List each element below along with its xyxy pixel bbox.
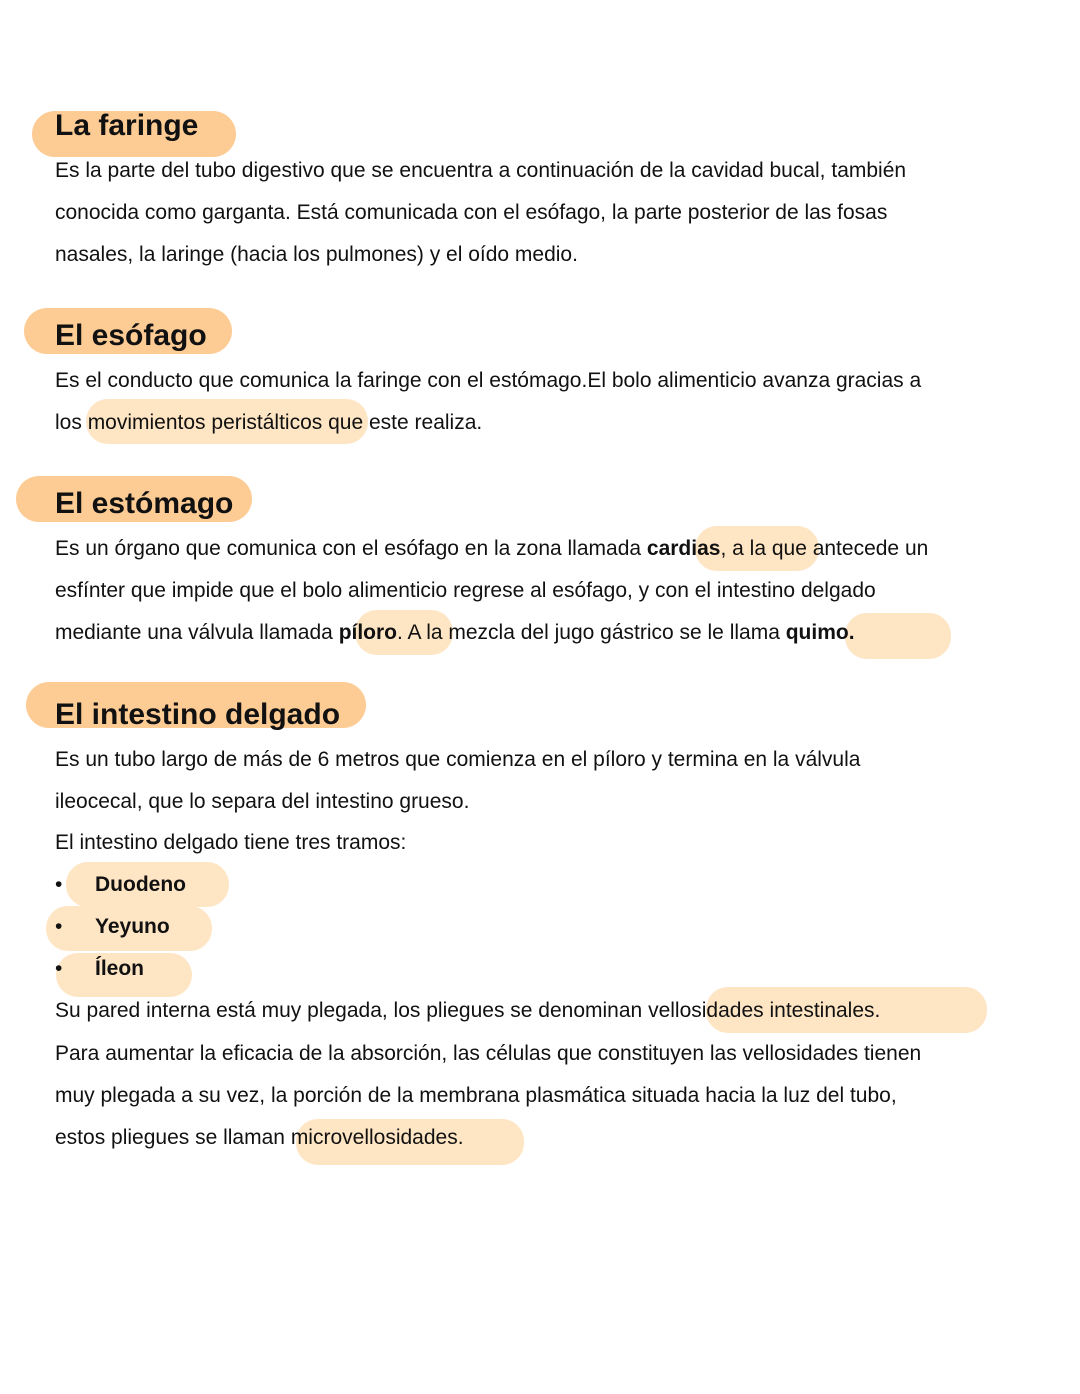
text-run: . A la mezcla del jugo gástrico se le llama xyxy=(397,621,786,644)
highlighted-term-microvellosidades: microvellosidades. xyxy=(290,1126,464,1149)
bold-term-piloro: píloro xyxy=(338,621,398,644)
bullet-label: Yeyuno xyxy=(95,915,170,938)
paragraph-line: conocida como garganta. Está comunicada con el esófago, la parte posterior de las fosas xyxy=(55,201,888,224)
bold-term-quimo: quimo. xyxy=(785,621,855,644)
highlighted-term-movimientos-peristalticos: movimientos peristálticos xyxy=(87,411,323,434)
paragraph-line: Es la parte del tubo digestivo que se encuentra a continuación de la cavidad bucal, también xyxy=(55,159,907,182)
paragraph-line xyxy=(55,619,855,647)
section-title-estomago: El estómago xyxy=(55,487,234,520)
bullet-icon: • xyxy=(55,873,63,896)
text-run: , a la que antecede un xyxy=(720,537,929,560)
text-run: Es un órgano que comunica con el esófago en la zona llamada xyxy=(55,537,647,560)
text-run: Su pared interna está muy plegada, los pliegues se denominan xyxy=(55,999,649,1022)
bullet-icon: • xyxy=(55,957,63,980)
bold-term-cardias: cardias xyxy=(646,537,721,560)
section-title-esofago: El esófago xyxy=(55,319,207,352)
bullet-label: Íleon xyxy=(95,957,145,980)
paragraph-line: El intestino delgado tiene tres tramos: xyxy=(55,831,407,854)
bullet-icon: • xyxy=(55,915,63,938)
paragraph-line xyxy=(55,409,482,437)
term-highlight-quimo xyxy=(845,613,951,659)
paragraph-line xyxy=(55,535,928,563)
paragraph-line: muy plegada a su vez, la porción de la membrana plasmática situada hacia la luz del tubo, xyxy=(55,1084,897,1107)
paragraph-line: Es el conducto que comunica la faringe con el estómago.El bolo alimenticio avanza gracias a xyxy=(55,369,922,392)
paragraph-line xyxy=(55,1124,464,1152)
bullet-label: Duodeno xyxy=(95,873,186,896)
paragraph-line xyxy=(55,997,880,1025)
paragraph-line: esfínter que impide que el bolo alimenticio regrese al esófago, y con el intestino delgado xyxy=(55,579,876,602)
paragraph-line: Para aumentar la eficacia de la absorción, las células que constituyen las vellosidades tienen xyxy=(55,1042,922,1065)
paragraph-line: ileocecal, que lo separa del intestino grueso. xyxy=(55,790,470,813)
text-run: estos pliegues se llaman xyxy=(55,1126,291,1149)
paragraph-line: Es un tubo largo de más de 6 metros que comienza en el píloro y termina en la válvula xyxy=(55,748,861,771)
section-title-intestino-delgado: El intestino delgado xyxy=(55,698,341,731)
text-run: mediante una válvula llamada xyxy=(55,621,339,644)
highlighted-term-vellosidades-intestinales: vellosidades intestinales. xyxy=(648,999,881,1022)
text-run: los xyxy=(55,411,88,434)
paragraph-line: nasales, la laringe (hacia los pulmones) y el oído medio. xyxy=(55,243,578,266)
section-title-faringe: La faringe xyxy=(55,109,199,142)
text-run: que este realiza. xyxy=(322,411,483,434)
